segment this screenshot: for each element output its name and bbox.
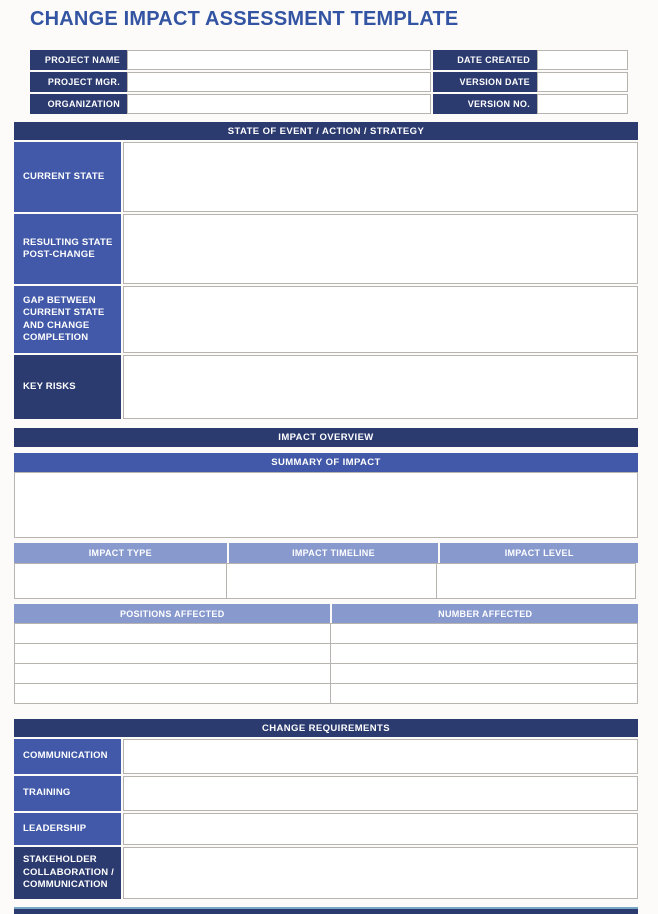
- impact-level-input[interactable]: [436, 563, 636, 599]
- impact-type-input[interactable]: [14, 563, 227, 599]
- requirements-section: [14, 719, 638, 901]
- positions-affected-input[interactable]: [14, 623, 331, 644]
- key-risks-input[interactable]: [123, 355, 638, 419]
- number-affected-input[interactable]: [330, 643, 638, 664]
- page-title: CHANGE IMPACT ASSESSMENT TEMPLATE: [30, 8, 459, 30]
- resulting-state-input[interactable]: [123, 214, 638, 284]
- key-risks-row: [14, 355, 638, 419]
- leadership-label: LEADERSHIP: [14, 813, 121, 845]
- state-section-header: STATE OF EVENT / ACTION / STRATEGY: [14, 122, 638, 140]
- project-mgr-label: PROJECT MGR.: [30, 72, 127, 92]
- version-no-label: VERSION NO.: [433, 94, 537, 114]
- info-row-1: [30, 50, 628, 70]
- impact-overview-header: IMPACT OVERVIEW: [14, 428, 638, 447]
- stakeholder-collaboration-row: [14, 847, 638, 899]
- number-affected-header-cell: NUMBER AFFECTED: [332, 604, 638, 623]
- summary-of-impact-header: SUMMARY OF IMPACT: [14, 453, 638, 472]
- number-affected-input[interactable]: [330, 683, 638, 704]
- info-row-2: [30, 72, 628, 92]
- number-affected-input[interactable]: [330, 663, 638, 684]
- version-no-input[interactable]: [537, 94, 628, 114]
- positions-table-row: [14, 643, 638, 664]
- project-info-table: [30, 50, 628, 116]
- impact-table-header-row: [14, 543, 638, 563]
- resulting-state-row: [14, 214, 638, 284]
- positions-affected-input[interactable]: [14, 643, 331, 664]
- positions-table-row: [14, 683, 638, 704]
- gap-input[interactable]: [123, 286, 638, 353]
- positions-table-header-row: [14, 604, 638, 623]
- organization-label: ORGANIZATION: [30, 94, 127, 114]
- positions-table-row: [14, 663, 638, 684]
- training-input[interactable]: [123, 776, 638, 811]
- positions-affected-input[interactable]: [14, 663, 331, 684]
- info-row-3: [30, 94, 628, 114]
- current-state-row: [14, 142, 638, 212]
- impact-level-header-cell: IMPACT LEVEL: [440, 543, 638, 563]
- stakeholder-collaboration-label: STAKEHOLDER COLLABORATION / COMMUNICATION: [14, 847, 121, 899]
- training-row: [14, 776, 638, 811]
- change-requirements-header: CHANGE REQUIREMENTS: [14, 719, 638, 737]
- gap-row: [14, 286, 638, 353]
- date-created-label: DATE CREATED: [433, 50, 537, 70]
- current-state-label: CURRENT STATE: [14, 142, 121, 212]
- impact-table-row: [14, 563, 638, 599]
- impact-timeline-input[interactable]: [226, 563, 437, 599]
- organization-input[interactable]: [127, 94, 431, 114]
- summary-of-impact-input[interactable]: [14, 472, 638, 538]
- resulting-state-label: RESULTING STATE POST-CHANGE: [14, 214, 121, 284]
- footer-bar: [14, 907, 638, 914]
- impact-section: [14, 428, 638, 704]
- version-date-input[interactable]: [537, 72, 628, 92]
- project-name-label: PROJECT NAME: [30, 50, 127, 70]
- positions-affected-input[interactable]: [14, 683, 331, 704]
- communication-label: COMMUNICATION: [14, 739, 121, 774]
- state-section: [14, 122, 638, 421]
- stakeholder-collaboration-input[interactable]: [123, 847, 638, 899]
- training-label: TRAINING: [14, 776, 121, 811]
- positions-table-row: [14, 623, 638, 644]
- current-state-input[interactable]: [123, 142, 638, 212]
- positions-affected-header-cell: POSITIONS AFFECTED: [14, 604, 330, 623]
- impact-timeline-header-cell: IMPACT TIMELINE: [229, 543, 439, 563]
- version-date-label: VERSION DATE: [433, 72, 537, 92]
- leadership-row: [14, 813, 638, 845]
- communication-row: [14, 739, 638, 774]
- project-mgr-input[interactable]: [127, 72, 431, 92]
- communication-input[interactable]: [123, 739, 638, 774]
- key-risks-label: KEY RISKS: [14, 355, 121, 419]
- number-affected-input[interactable]: [330, 623, 638, 644]
- date-created-input[interactable]: [537, 50, 628, 70]
- gap-label: GAP BETWEEN CURRENT STATE AND CHANGE COMPLETION: [14, 286, 121, 353]
- project-name-input[interactable]: [127, 50, 431, 70]
- impact-type-header-cell: IMPACT TYPE: [14, 543, 227, 563]
- leadership-input[interactable]: [123, 813, 638, 845]
